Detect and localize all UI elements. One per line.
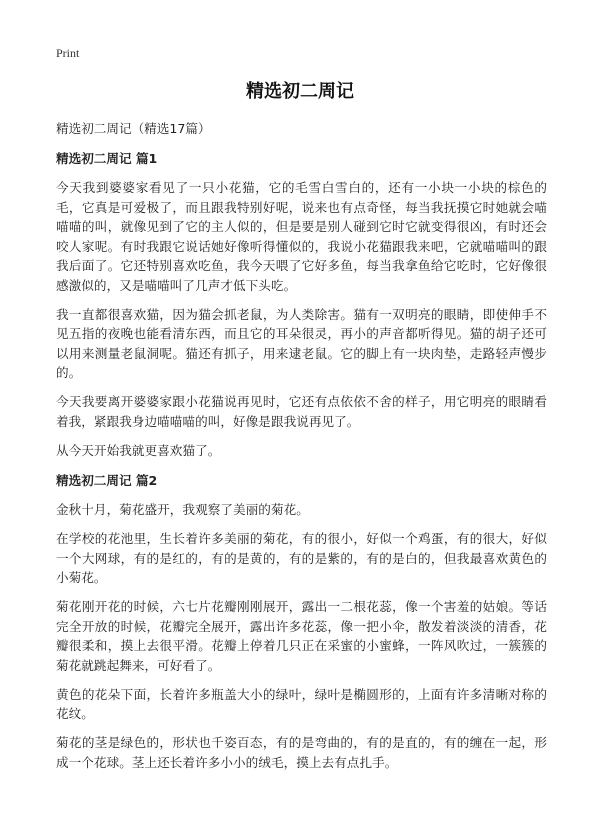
paragraph: 黄色的花朵下面，长着许多瓶盖大小的绿叶，绿叶是椭圆形的，上面有许多清晰对称的花纹。: [56, 686, 547, 721]
document-subtitle: 精选初二周记（精选17篇）: [56, 121, 211, 136]
section-2: [56, 472, 547, 772]
section-heading: 精选初二周记 篇1: [56, 151, 158, 166]
paragraph: 从今天开始我就更喜欢猫了。: [56, 442, 221, 458]
paragraph: 菊花的茎是绿色的，形状也千姿百态，有的是弯曲的，有的是直的，有的缠在一起，形成一个花球。茎上还长着许多小小的绒毛，摸上去有点扎手。: [56, 735, 547, 770]
paragraph: 菊花刚开花的时候，六七片花瓣刚刚展开，露出一二根花蕊，像一个害羞的姑娘。等话完全开放的时候，花瓣完全展开，露出许多花蕊，像一把小伞，散发着淡淡的清香，花瓣很柔和，摸上去很平滑。花瓣上停着几只正在采蜜的小蜜蜂，一阵风吹过，一簇簇的菊花就跳起舞来，可好看了。: [56, 599, 547, 673]
paragraph: 我一直都很喜欢猫，因为猫会抓老鼠，为人类除害。猫有一双明亮的眼睛，即使伸手不见五指的夜晚也能看清东西，而且它的耳朵很灵，再小的声音都听得见。猫的胡子还可以用来测量老鼠洞呢。猫还有抓子，用来逮老鼠。它的脚上有一块肉垫，走路轻声慢步的。: [56, 306, 547, 380]
paragraph: 今天我到婆婆家看见了一只小花猫，它的毛雪白雪白的，还有一小块一小块的棕色的毛，它真是可爱极了，而且跟我特别好呢，说来也有点奇怪，每当我抚摸它时她就会喵喵喵的叫，就像见到了它的主人似的，但是要是别人碰到它时它就变得很凶，有时还会咬人家呢。有时我跟它说话她好像听得懂似的，我说小花猫跟我来吧，它就喵喵叫的跟我后面了。它还特别喜欢吃鱼，我今天喂了它好多鱼，每当我拿鱼给它吃时，它好像很感激似的，又是喵喵叫了几声才低下头吃。: [56, 180, 547, 293]
paragraph: 金秋十月，菊花盛开，我观察了美丽的菊花。: [56, 502, 309, 517]
paragraph: 在学校的花池里，生长着许多美丽的菊花，有的很小，好似一个鸡蛋，有的很大，好似一个大网球，有的是红的，有的是黄的，有的是紫的，有的是白的，但我最喜欢黄色的小菊花。: [56, 531, 547, 585]
section-1: [56, 150, 547, 460]
paragraph: 今天我要离开婆婆家跟小花猫说再见时，它还有点依依不舍的样子，用它明亮的眼睛看着我，紧跟我身边喵喵喵的叫，好像是跟我说再见了。: [56, 394, 547, 429]
section-heading: 精选初二周记 篇2: [56, 473, 158, 488]
print-link[interactable]: Print: [56, 46, 80, 60]
page-title: 精选初二周记: [246, 81, 354, 102]
document-body: [56, 120, 547, 782]
